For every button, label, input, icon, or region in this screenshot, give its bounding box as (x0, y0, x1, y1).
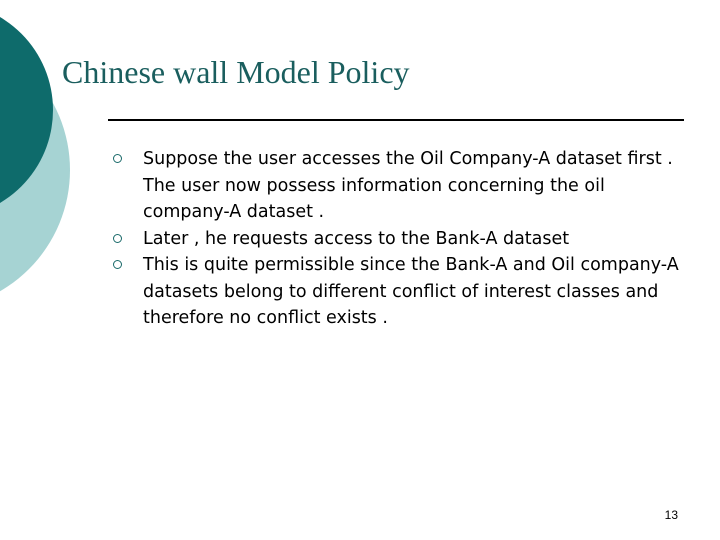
slide-title: Chinese wall Model Policy (62, 54, 410, 90)
corner-decoration (0, 0, 120, 300)
hollow-circle-bullet-icon (113, 234, 122, 243)
bullet-list (113, 146, 683, 332)
hollow-circle-bullet-icon (113, 154, 122, 163)
hollow-circle-bullet-icon (113, 260, 122, 269)
bullet-text: Suppose the user accesses the Oil Company-A dataset first . The user now possess information concerning the oil company-A dataset . (143, 149, 673, 222)
bullet-item (113, 146, 683, 226)
page-number: 13 (664, 508, 678, 522)
title-divider (108, 119, 684, 121)
bullet-text: Later , he requests access to the Bank-A dataset (143, 228, 570, 249)
bullet-text: This is quite permissible since the Bank-A and Oil company-A datasets belong to different conflict of interest classes and therefore no conflict exists . (143, 255, 679, 328)
bullet-item (113, 226, 683, 253)
bullet-item (113, 252, 683, 332)
